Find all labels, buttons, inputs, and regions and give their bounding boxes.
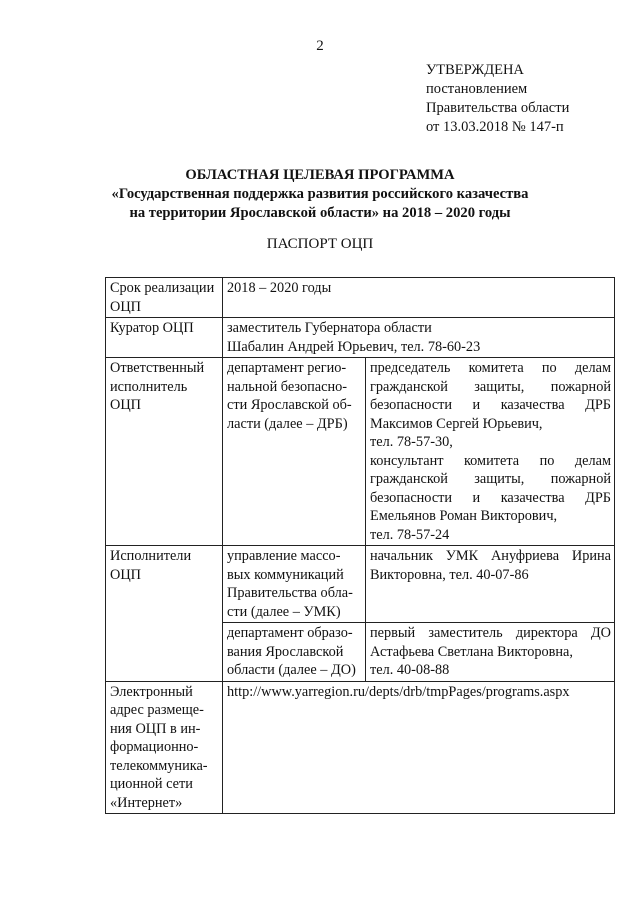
title-line: «Государственная поддержка развития российского казачества (111, 186, 529, 202)
table-row (106, 681, 615, 814)
approval-line: Правительства области (426, 100, 570, 116)
program-url: http://www.yarregion.ru/depts/drb/tmpPages/programs.aspx (223, 681, 615, 814)
executor-contact: первый заместитель директора ДО Астафьева Светлана Викторовна, тел. 40-08-88 (366, 623, 615, 682)
responsible-contacts: председатель комитета по делам гражданской защиты, пожарной безопасности и казачества ДРБ Максимов Сергей Юрьевич, тел. 78-57-30, консультант комитета по делам гражданской защиты, пожарной безопасности и казачества ДРБ Емельянов Роман Викторович, тел. 78-57-24 (366, 358, 615, 546)
responsible-label: Ответственный исполнитель ОЦП (106, 358, 223, 546)
curator-value: заместитель Губернатора области Шабалин Андрей Юрьевич, тел. 78-60-23 (223, 318, 615, 358)
curator-label: Куратор ОЦП (106, 318, 223, 358)
executor-contact: начальник УМК Ануфриева Ирина Викторовна, тел. 40-07-86 (366, 546, 615, 623)
term-label: Срок реализации ОЦП (106, 278, 223, 318)
executor-org: управление массо- вых коммуникаций Правительства обла- сти (далее – УМК) (223, 546, 366, 623)
page-number: 2 (316, 38, 324, 54)
approval-line: постановлением (426, 81, 528, 97)
table-row (106, 358, 615, 546)
term-value: 2018 – 2020 годы (223, 278, 615, 318)
approval-stamp (426, 61, 569, 137)
table-row (106, 278, 615, 318)
email-label: Электронный адрес размеще- ния ОЦП в ин- формационно- телекоммуника- ционной сети «Интернет» (106, 681, 223, 814)
program-title (0, 166, 640, 223)
responsible-org: департамент регио- нальной безопасно- сти Ярославской об- ласти (далее – ДРБ) (223, 358, 366, 546)
passport-table (105, 277, 615, 814)
executor-org: департамент образо- вания Ярославской области (далее – ДО) (223, 623, 366, 682)
table-row (106, 318, 615, 358)
passport-heading: ПАСПОРТ ОЦП (266, 236, 374, 252)
title-line: на территории Ярославской области» на 2018 – 2020 годы (129, 205, 511, 221)
table-row (106, 546, 615, 623)
approval-line: УТВЕРЖДЕНА (426, 62, 524, 78)
title-line: ОБЛАСТНАЯ ЦЕЛЕВАЯ ПРОГРАММА (185, 167, 455, 183)
approval-line: от 13.03.2018 № 147-п (426, 119, 564, 135)
executors-label: Исполнители ОЦП (106, 546, 223, 682)
